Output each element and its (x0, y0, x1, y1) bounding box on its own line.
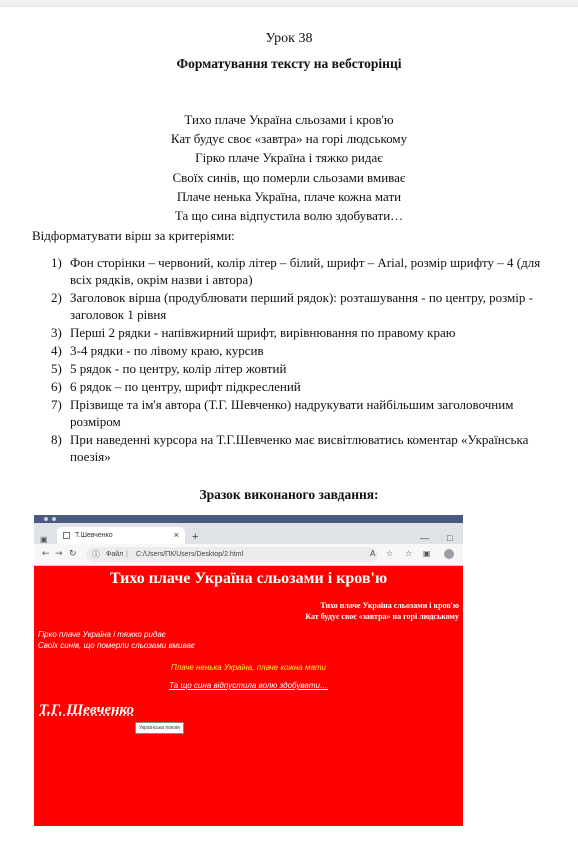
item-text: 3-4 рядки - по лівому краю, курсив (70, 343, 264, 358)
close-icon[interactable]: × (173, 530, 179, 540)
item-number: 4) (51, 343, 62, 358)
back-icon[interactable]: ← (42, 549, 50, 559)
web-underlined-line: Та що сина відпустила волю здобувати… (169, 681, 328, 690)
list-item (28, 378, 548, 395)
web-heading: Тихо плаче Україна сльозами і кров'ю (109, 570, 388, 587)
browser-tab[interactable] (57, 527, 185, 544)
item-text: 6 рядок – по центру, шрифт підкреслений (70, 379, 301, 394)
item-number: 6) (51, 379, 62, 394)
item-text: Фон сторінки – червоний, колір літер – білий, шрифт – Arial, розмір шрифту – 4 (для всіх рядків, окрім назви і автора) (70, 255, 541, 287)
list-item (28, 396, 548, 430)
address-bar (34, 544, 463, 566)
web-author-name[interactable]: Т.Г. Шевченко (39, 702, 135, 718)
item-text: Прізвище та ім'я автора (Т.Г. Шевченко) надрукувати найбільшим заголовочним розміром (70, 397, 514, 429)
poem-line: Своїх синів, що померли сльозами вмиває (172, 169, 406, 185)
item-number: 2) (51, 290, 62, 305)
item-text: Перші 2 рядки - напівжирний шрифт, вирівнювання по правому краю (70, 325, 456, 340)
os-title-bar (34, 515, 463, 523)
minimize-icon[interactable]: — (420, 533, 429, 543)
forward-icon[interactable]: → (55, 549, 63, 559)
sample-browser-screenshot (34, 515, 463, 826)
window-dot-icon (44, 517, 48, 521)
rendered-web-page (34, 566, 463, 826)
collections-icon[interactable]: ▣ (423, 549, 431, 558)
viewer-top-bar (0, 0, 578, 7)
item-number: 1) (51, 255, 62, 270)
item-number: 5) (51, 361, 62, 376)
item-number: 3) (51, 325, 62, 340)
web-yellow-line: Плаче ненька Україна, плаче кожна мати (170, 663, 327, 672)
list-item (28, 324, 548, 341)
page-icon (63, 532, 70, 539)
tab-title: Т.Шевченко (75, 532, 113, 539)
sample-heading: Зразок виконаного завдання: (199, 487, 379, 502)
url-scheme: Файл (106, 551, 124, 558)
item-text: 5 рядок - по центру, колір літер жовтий (70, 361, 287, 376)
item-text: Заголовок вірша (продублювати перший рядок): розташування - по центру, розмір - заголовок 1 рівня (70, 290, 533, 322)
item-number: 7) (51, 397, 62, 412)
url-path: C:/Users/ПК/Users/Desktop/2.html (136, 551, 244, 558)
favorite-add-icon[interactable]: ☆ (386, 549, 394, 558)
poem-line: Гірко плаче Україна і тяжко ридає (195, 150, 383, 166)
list-item (28, 342, 548, 359)
read-aloud-icon[interactable]: A (370, 549, 376, 558)
poem-line: Та що сина відпустила волю здобувати… (174, 208, 404, 224)
list-item (28, 360, 548, 377)
profile-avatar[interactable] (444, 549, 454, 559)
url-separator: | (126, 551, 128, 558)
list-item (28, 289, 548, 323)
url-input[interactable] (86, 547, 378, 562)
web-left-line: Гірко плаче Україна і тяжко ридає (38, 630, 166, 639)
info-icon: ⓘ (92, 550, 100, 559)
maximize-icon[interactable]: □ (447, 533, 453, 543)
task-intro: Відформатувати вірш за критеріями: (32, 228, 235, 243)
item-text: При наведенні курсора на Т.Г.Шевченко має висвітлюватись коментар «Українська поезія» (70, 432, 529, 464)
list-item (28, 254, 548, 288)
lesson-number: Урок 38 (265, 31, 313, 46)
list-item (28, 431, 548, 465)
tab-actions-icon: ▣ (40, 535, 48, 544)
poem-line: Кат будує своє «завтра» на горі людському (170, 131, 408, 147)
item-number: 8) (51, 432, 62, 447)
browser-tab-strip (34, 523, 463, 544)
window-dot-icon (52, 517, 56, 521)
poem-text (0, 110, 578, 225)
favorites-icon[interactable]: ☆ (405, 549, 413, 558)
author-tooltip: Українська поезія (135, 722, 184, 734)
web-right-line: Тихо плаче Україна сльозами і кров'ю (320, 601, 459, 610)
document-title: Форматування тексту на вебсторінці (176, 56, 402, 71)
poem-line: Тихо плаче Україна сльозами і кров'ю (184, 112, 394, 127)
web-right-line: Кат будує своє «завтра» на горі людському (305, 612, 459, 621)
poem-line: Плаче ненька Україна, плаче кожна мати (176, 188, 402, 204)
reload-icon[interactable]: ↻ (69, 549, 77, 559)
new-tab-icon[interactable]: + (192, 531, 199, 543)
web-left-line: Своїх синів, що померли сльозами вмиває (38, 641, 195, 650)
criteria-list (28, 254, 548, 466)
